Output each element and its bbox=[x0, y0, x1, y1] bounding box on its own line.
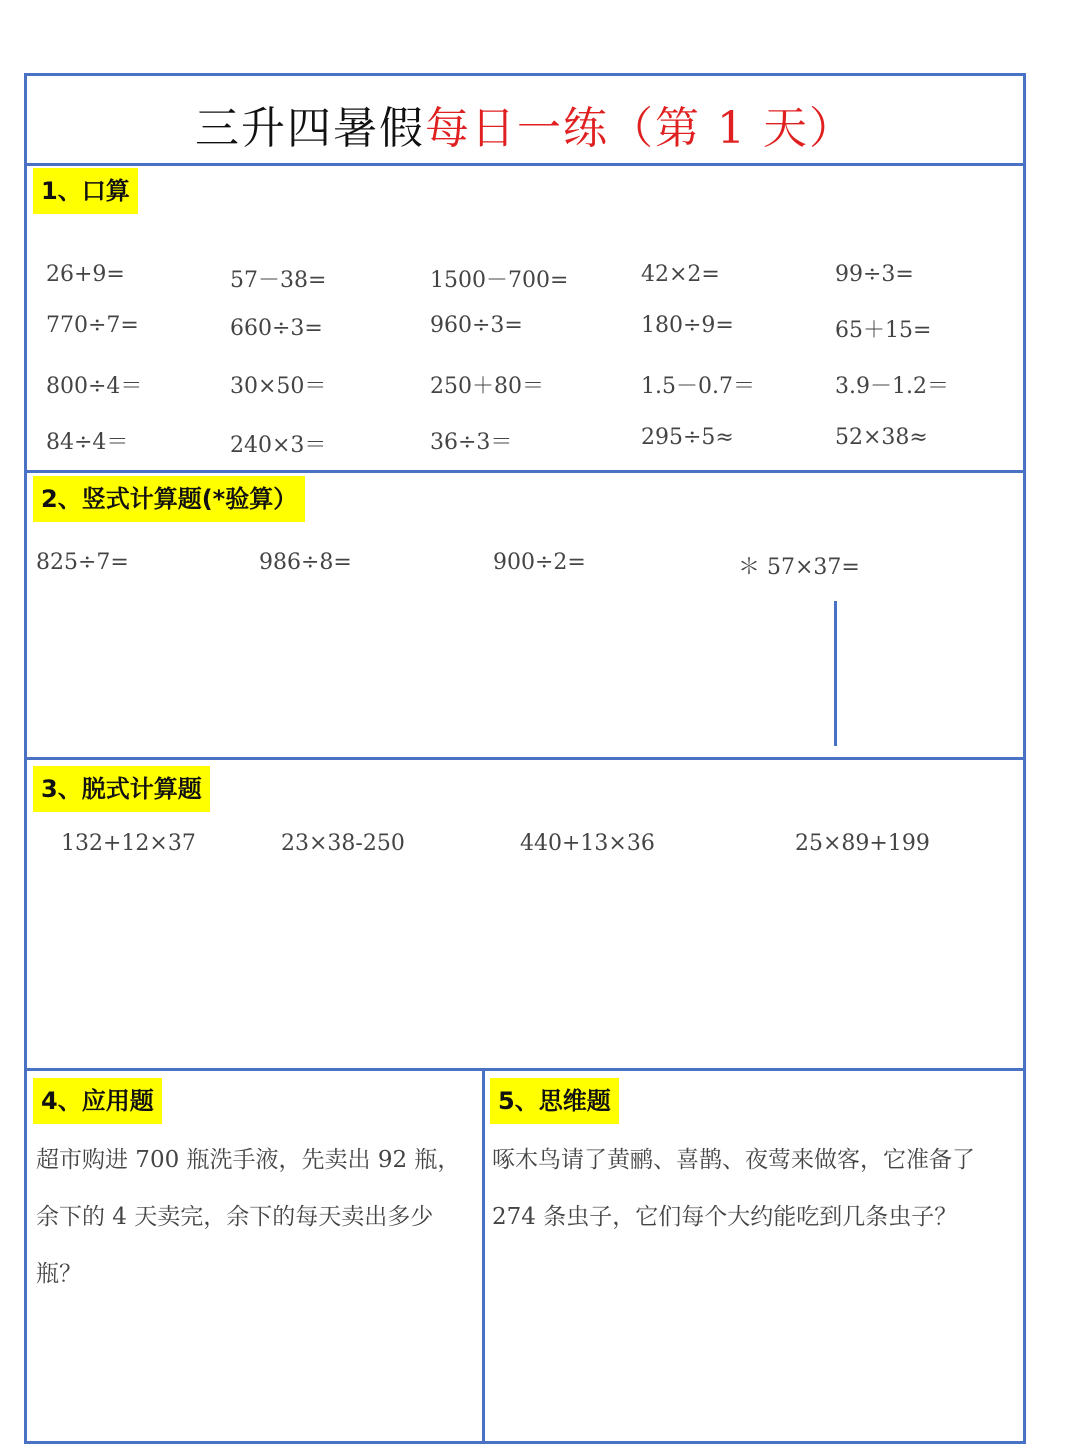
word-problem-line: 瓶？ bbox=[36, 1261, 82, 1287]
mental-math-item: 1500－700= bbox=[430, 268, 569, 293]
mental-math-item: 30×50＝ bbox=[230, 374, 327, 399]
thinking-problem-text bbox=[492, 1132, 1022, 1246]
divider-section1 bbox=[27, 470, 1023, 473]
mental-math-item: 770÷7= bbox=[46, 313, 139, 338]
section5-label: 5、思维题 bbox=[490, 1078, 619, 1124]
word-problem-line: 余下的 4 天卖完，余下的每天卖出多少 bbox=[36, 1204, 434, 1230]
title-red: 每日一练（第 1 天） bbox=[425, 103, 855, 154]
section2-label: 2、竖式计算题(*验算） bbox=[33, 476, 305, 522]
mental-math-item: 65＋15= bbox=[835, 318, 932, 343]
mental-math-item: 42×2= bbox=[641, 262, 720, 287]
vertical-calc-item: 986÷8= bbox=[259, 550, 352, 575]
divider-section2 bbox=[27, 757, 1023, 760]
mental-math-item: 3.9－1.2＝ bbox=[835, 374, 949, 399]
mental-math-item: 800÷4＝ bbox=[46, 374, 143, 399]
divider-title bbox=[27, 163, 1023, 166]
mental-math-item: 57－38= bbox=[230, 268, 327, 293]
section1-label: 1、口算 bbox=[33, 168, 138, 214]
column-divider bbox=[482, 1071, 485, 1444]
worksheet-title bbox=[27, 92, 1023, 156]
word-problem-line: 超市购进 700 瓶洗手液，先卖出 92 瓶， bbox=[36, 1147, 461, 1173]
vertical-calc-item: 900÷2= bbox=[493, 550, 586, 575]
mental-math-item: 52×38≈ bbox=[835, 425, 928, 450]
mental-math-item: 295÷5≈ bbox=[641, 425, 734, 450]
mental-math-item: 180÷9= bbox=[641, 313, 734, 338]
stepwise-calc-item: 440+13×36 bbox=[520, 831, 655, 856]
mental-math-item: 99÷3= bbox=[835, 262, 914, 287]
check-divider bbox=[834, 601, 837, 746]
mental-math-item: 1.5－0.7＝ bbox=[641, 374, 755, 399]
mental-math-item: 960÷3= bbox=[430, 313, 523, 338]
thinking-problem-line: 274 条虫子，它们每个大约能吃到几条虫子？ bbox=[492, 1204, 958, 1230]
stepwise-calc-item: 25×89+199 bbox=[795, 831, 930, 856]
thinking-problem-line: 啄木鸟请了黄鹂、喜鹊、夜莺来做客，它准备了 bbox=[492, 1147, 975, 1173]
title-black: 三升四暑假 bbox=[195, 103, 426, 154]
mental-math-item: 660÷3= bbox=[230, 316, 323, 341]
stepwise-calc-item: 132+12×37 bbox=[61, 831, 196, 856]
word-problem-text bbox=[36, 1132, 476, 1303]
section4-label: 4、应用题 bbox=[33, 1078, 162, 1124]
mental-math-item: 26+9= bbox=[46, 262, 125, 287]
mental-math-item: 84÷4＝ bbox=[46, 430, 129, 455]
vertical-calc-item: 825÷7= bbox=[36, 550, 129, 575]
mental-math-item: 36÷3＝ bbox=[430, 430, 513, 455]
mental-math-item: 250＋80＝ bbox=[430, 374, 544, 399]
divider-section3 bbox=[27, 1068, 1023, 1071]
section3-label: 3、脱式计算题 bbox=[33, 766, 210, 812]
worksheet bbox=[24, 73, 1026, 1444]
vertical-calc-item: ＊ 57×37= bbox=[738, 555, 860, 580]
stepwise-calc-item: 23×38-250 bbox=[281, 831, 405, 856]
mental-math-item: 240×3＝ bbox=[230, 433, 327, 458]
